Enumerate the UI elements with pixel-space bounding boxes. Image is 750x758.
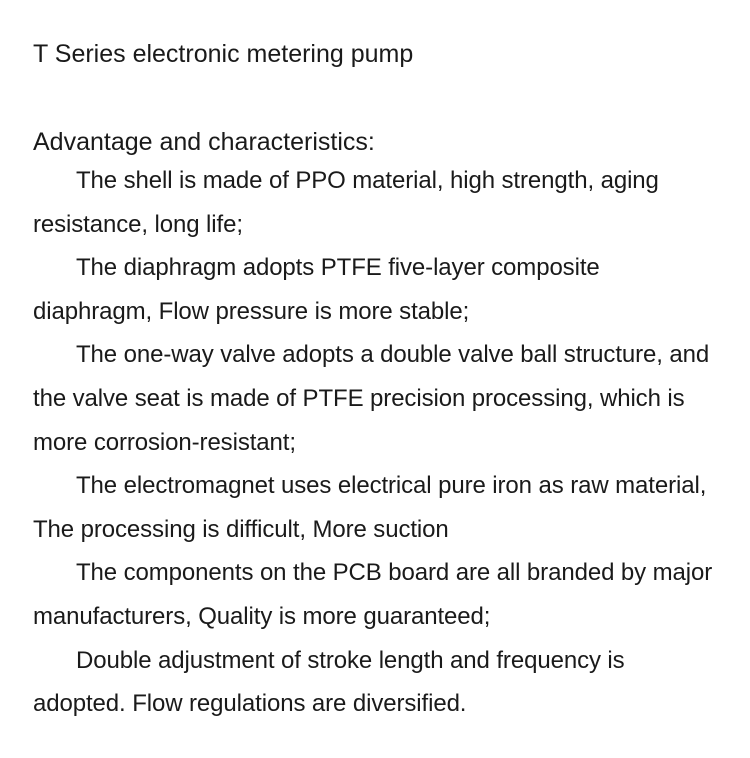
spacer — [33, 71, 717, 125]
feature-item: The components on the PCB board are all branded by major manufacturers, Quality is more guaranteed; — [33, 559, 713, 630]
feature-item: The shell is made of PPO material, high strength, aging resistance, long life; — [33, 167, 659, 238]
feature-item: The electromagnet uses electrical pure iron as raw material, The processing is difficult, More suction — [33, 472, 707, 543]
feature-item: The diaphragm adopts PTFE five-layer composite diaphragm, Flow pressure is more stable; — [33, 254, 600, 325]
product-title: T Series electronic metering pump — [33, 40, 414, 68]
section-heading: Advantage and characteristics: — [33, 128, 375, 156]
feature-item: The one-way valve adopts a double valve ball structure, and the valve seat is made of PTFE precision processing, which is more corrosion-resistant; — [33, 341, 710, 456]
feature-item: Double adjustment of stroke length and frequency is adopted. Flow regulations are diversified. — [33, 646, 625, 718]
features-list — [33, 159, 717, 726]
